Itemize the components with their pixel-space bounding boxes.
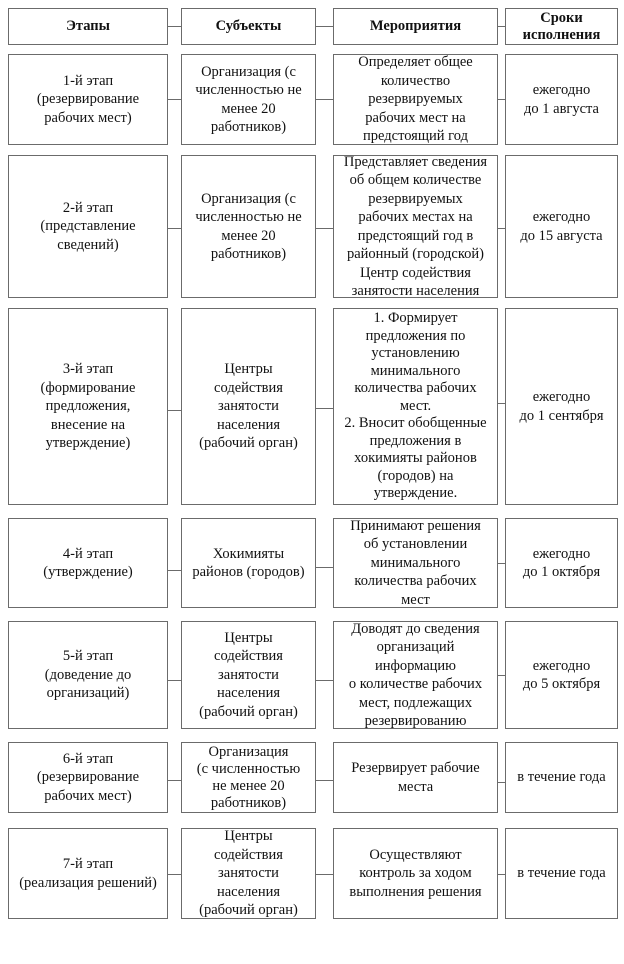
activity-text: Резервирует рабочие места — [351, 760, 480, 795]
header-stages-label: Этапы — [66, 18, 110, 34]
stage-text: 7-й этап (реализация решений) — [19, 856, 157, 891]
subject-box — [181, 54, 316, 145]
connector — [316, 228, 333, 229]
stage-text: 3-й этап (формирование предложения, внесение на утверждение) — [40, 361, 136, 452]
connector — [316, 680, 333, 681]
activity-box — [333, 828, 498, 919]
connector — [168, 410, 181, 411]
deadline-box — [505, 518, 618, 608]
subject-text: Центры содействия занятости населения (рабочий орган) — [199, 361, 298, 452]
deadline-text: ежегодно до 15 августа — [520, 209, 603, 244]
connector — [498, 782, 505, 783]
stage-text: 5-й этап (доведение до организаций) — [44, 648, 132, 702]
activity-text: Принимают решения об установлении минимального количества рабочих мест — [350, 517, 481, 608]
connector — [498, 403, 505, 404]
connector — [316, 567, 333, 568]
connector — [316, 874, 333, 875]
subject-box — [181, 621, 316, 729]
stage-box — [8, 308, 168, 505]
activity-text: Осуществляют контроль за ходом выполнения решения — [349, 846, 482, 900]
deadline-box — [505, 742, 618, 813]
stage-text: 4-й этап (утверждение) — [43, 545, 133, 580]
connector — [316, 408, 333, 409]
activity-box — [333, 621, 498, 729]
deadline-text: в течение года — [517, 769, 606, 786]
activity-text: Доводят до сведения организаций информацию о количестве рабочих мест, подлежащих резервированию — [348, 620, 483, 729]
deadline-box — [505, 308, 618, 505]
activity-box — [333, 308, 498, 505]
connector — [498, 99, 505, 100]
subject-box — [181, 308, 316, 505]
activity-box — [333, 155, 498, 298]
deadline-box — [505, 54, 618, 145]
header-subjects — [181, 8, 316, 45]
connector — [168, 780, 181, 781]
deadline-text: ежегодно до 1 октября — [522, 545, 601, 580]
subject-box — [181, 828, 316, 919]
header-stages — [8, 8, 168, 45]
activity-text: Определяет общее количество резервируемых рабочих мест на предстоящий год — [358, 54, 473, 145]
connector — [168, 874, 181, 875]
connector — [168, 228, 181, 229]
subject-box — [181, 518, 316, 608]
deadline-text: ежегодно до 1 августа — [524, 82, 599, 117]
subject-text: Хокимияты районов (городов) — [192, 545, 305, 580]
subject-box — [181, 155, 316, 298]
connector — [498, 563, 505, 564]
stage-box — [8, 621, 168, 729]
activity-text: 1. Формирует предложения по установлению минимального количества рабочих мест. 2. Вносит обобщенные предложения в хокимияты районов (городов) на утверждение. — [344, 310, 487, 502]
stage-box — [8, 742, 168, 813]
subject-text: Организация (с численностью не менее 20 работников) — [195, 190, 302, 262]
stage-text: 2-й этап (представление сведений) — [40, 199, 136, 253]
subject-text: Центры содействия занятости населения (рабочий орган) — [199, 629, 298, 720]
stage-box — [8, 518, 168, 608]
header-deadlines-label: Сроки исполнения — [522, 9, 601, 43]
connector — [498, 675, 505, 676]
connector — [168, 26, 181, 27]
connector — [498, 228, 505, 229]
subject-text: Организация (с численностью не менее 20 работников) — [196, 743, 301, 811]
connector — [316, 99, 333, 100]
stage-text: 6-й этап (резервирование рабочих мест) — [36, 750, 140, 804]
connector — [168, 570, 181, 571]
activity-text: Представляет сведения об общем количестве резервируемых рабочих местах на предстоящий год в районный (городской) Центр содействия занятости населения — [343, 153, 488, 299]
activity-box — [333, 518, 498, 608]
activity-box — [333, 54, 498, 145]
subject-text: Организация (с численностью не менее 20 работников) — [195, 63, 302, 135]
deadline-box — [505, 621, 618, 729]
connector — [498, 874, 505, 875]
deadline-box — [505, 155, 618, 298]
stage-box — [8, 54, 168, 145]
stage-box — [8, 828, 168, 919]
subject-box — [181, 742, 316, 813]
header-subjects-label: Субъекты — [215, 18, 282, 34]
deadline-box — [505, 828, 618, 919]
header-activities-label: Мероприятия — [369, 18, 462, 34]
connector — [168, 680, 181, 681]
stage-box — [8, 155, 168, 298]
header-deadlines — [505, 8, 618, 45]
deadline-text: ежегодно до 5 октября — [522, 657, 601, 692]
connector — [316, 780, 333, 781]
connector — [498, 26, 505, 27]
connector — [316, 26, 333, 27]
connector — [168, 99, 181, 100]
subject-text: Центры содействия занятости населения (рабочий орган) — [199, 828, 298, 919]
deadline-text: ежегодно до 1 сентября — [519, 389, 604, 424]
header-activities — [333, 8, 498, 45]
activity-box — [333, 742, 498, 813]
stage-text: 1-й этап (резервирование рабочих мест) — [36, 72, 140, 126]
deadline-text: в течение года — [517, 865, 606, 882]
